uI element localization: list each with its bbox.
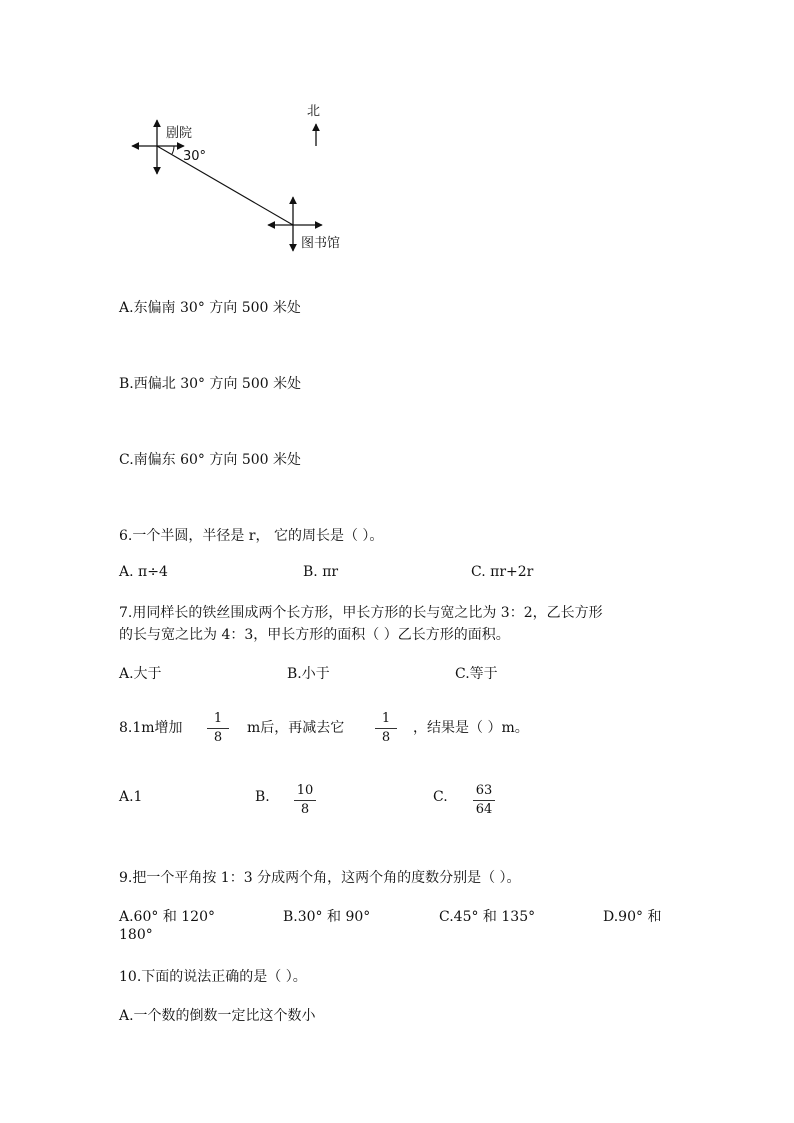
fraction-numerator: 1 (381, 711, 391, 726)
q10-option-a[interactable]: A.一个数的倒数一定比这个数小 (119, 1008, 316, 1024)
fraction-bar (207, 728, 229, 729)
north-label: 北 (307, 104, 321, 119)
q8-option-c-fraction (473, 783, 495, 818)
angle-label: 30° (183, 149, 207, 164)
q7-stem-line1: 7.用同样长的铁丝围成两个长方形，甲长方形的长与宽之比为 3：2，乙长方形 (119, 605, 603, 621)
fraction-bar (473, 800, 495, 801)
fraction-denominator: 8 (213, 730, 223, 745)
direction-diagram (0, 0, 794, 260)
q8-option-a[interactable]: A.1 (119, 789, 143, 805)
route-line (157, 146, 293, 225)
q5-option-a[interactable] (119, 297, 301, 317)
q6-option-a[interactable]: A. π÷4 (119, 564, 168, 580)
q7-option-b[interactable]: B.小于 (287, 666, 330, 682)
fraction-numerator: 1 (213, 711, 223, 726)
angle-arc (172, 146, 174, 154)
fraction-numerator: 10 (296, 783, 314, 798)
q8-middle: m后，再减去它 (247, 720, 345, 736)
fraction-bar (294, 800, 316, 801)
library-label: 图书馆 (301, 236, 341, 251)
option-letter: C. (119, 452, 134, 468)
option-text: 西偏北 30° 方向 500 米处 (133, 376, 302, 392)
q6-stem: 6.一个半圆，半径是 r， 它的周长是（ ）。 (119, 528, 384, 544)
option-letter: A. (119, 300, 134, 316)
q9-option-d-wrap: 180° (119, 927, 153, 943)
q5-option-c[interactable] (119, 449, 301, 469)
option-letter: B. (119, 376, 134, 392)
fraction-numerator: 63 (475, 783, 493, 798)
q9-option-c[interactable]: C.45° 和 135° (439, 909, 536, 925)
q7-stem-line2: 的长与宽之比为 4：3，甲长方形的面积（ ）乙长方形的面积。 (119, 627, 510, 643)
fraction-denominator: 8 (381, 730, 391, 745)
theater-label: 剧院 (166, 126, 193, 141)
q8-fraction-2 (375, 711, 397, 746)
q7-option-a[interactable]: A.大于 (119, 666, 162, 682)
q7-option-c[interactable]: C.等于 (455, 666, 498, 682)
q8-option-b-fraction (294, 783, 316, 818)
fraction-bar (375, 728, 397, 729)
q8-option-b-label[interactable]: B. (255, 789, 270, 805)
q9-option-a[interactable]: A.60° 和 120° (119, 909, 215, 925)
q8-fraction-1 (207, 711, 229, 746)
q10-stem: 10.下面的说法正确的是（ ）。 (119, 969, 307, 985)
option-text: 南偏东 60° 方向 500 米处 (133, 452, 302, 468)
q8-suffix: ，结果是（ ）m。 (413, 720, 529, 736)
q9-stem: 9.把一个平角按 1：3 分成两个角，这两个角的度数分别是（ ）。 (119, 870, 521, 886)
q9-option-b[interactable]: B.30° 和 90° (283, 909, 371, 925)
q6-option-c[interactable]: C. πr+2r (471, 564, 534, 580)
q5-option-b[interactable] (119, 373, 301, 393)
fraction-denominator: 64 (475, 802, 493, 817)
q6-option-b[interactable]: B. πr (303, 564, 339, 580)
q8-option-c-label[interactable]: C. (433, 789, 448, 805)
q9-option-d[interactable]: D.90° 和 (603, 909, 662, 925)
q8-prefix: 8.1m增加 (119, 720, 183, 736)
fraction-denominator: 8 (300, 802, 310, 817)
option-text: 东偏南 30° 方向 500 米处 (133, 300, 301, 316)
